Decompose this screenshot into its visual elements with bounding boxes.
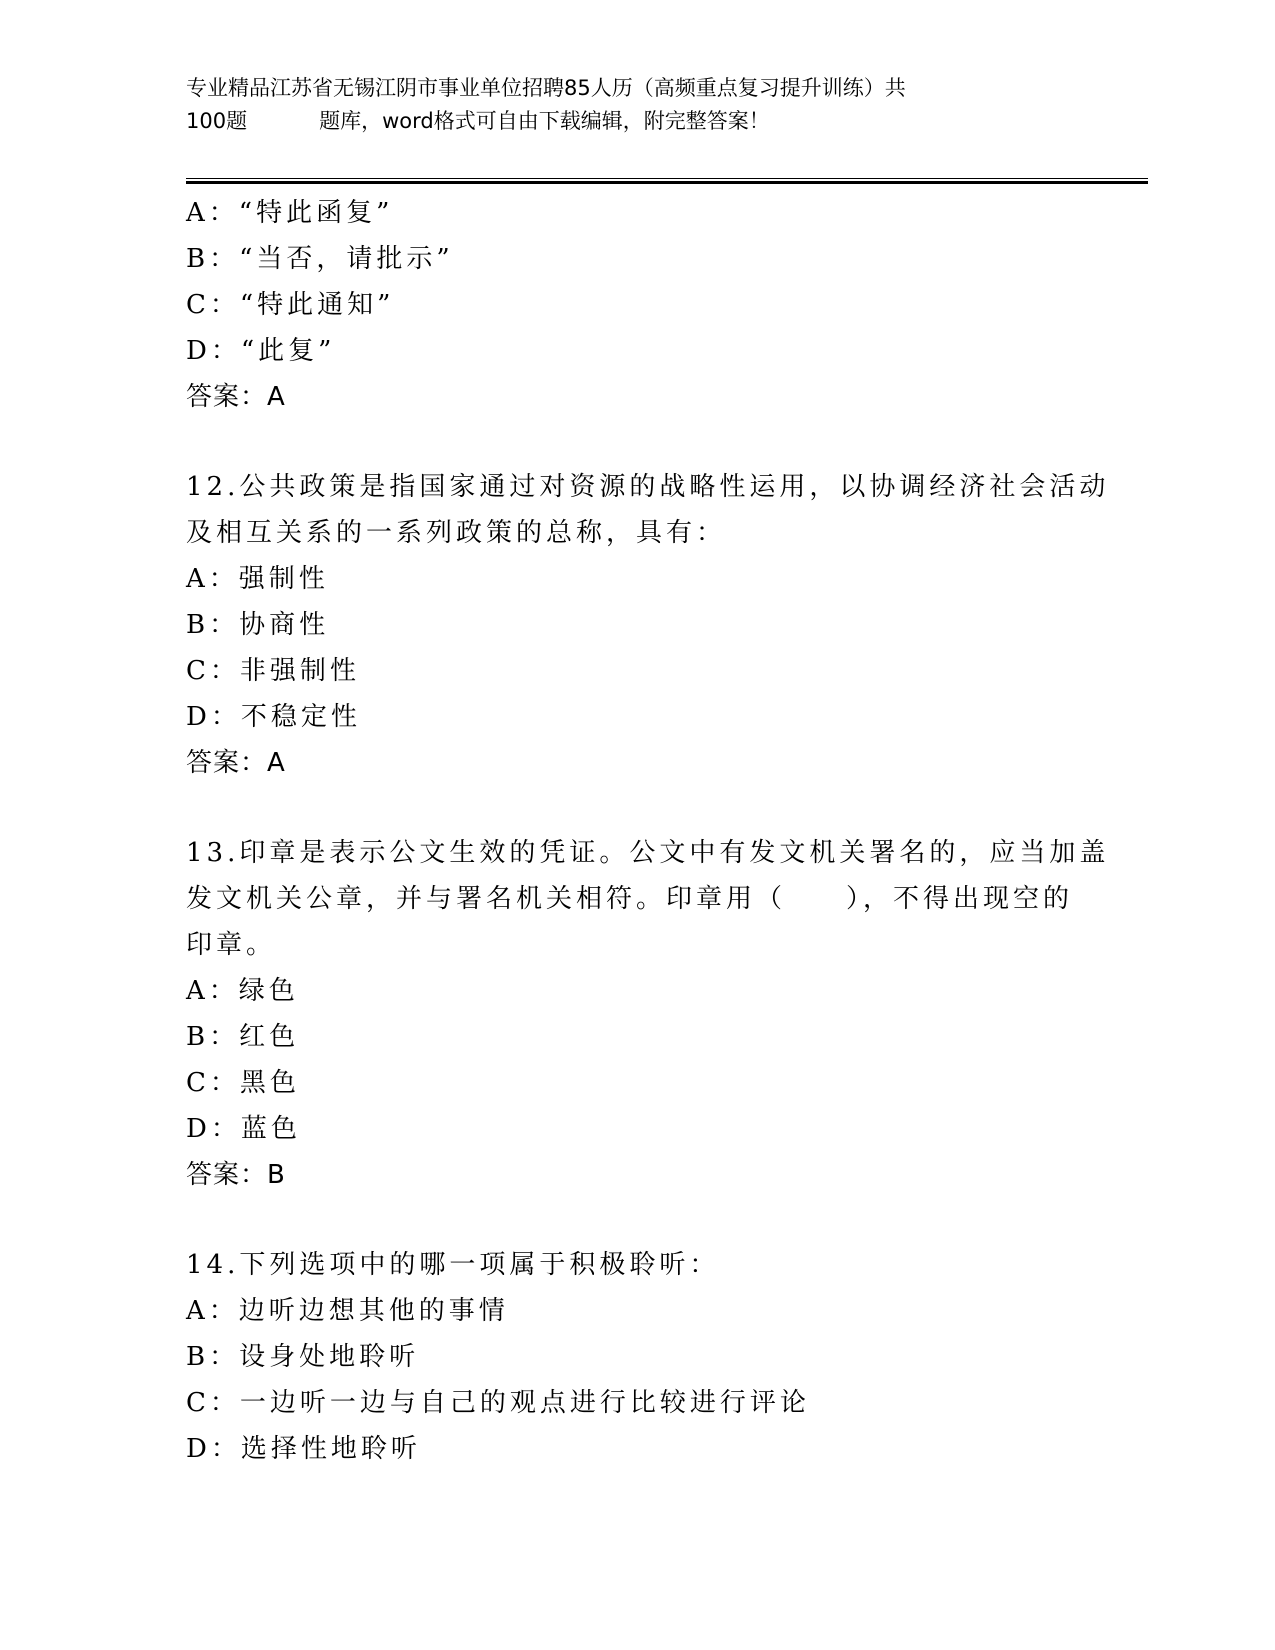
answer-line: 答案：A	[186, 382, 286, 412]
option-c: C：“特此通知”	[186, 290, 395, 320]
header-title-suffix: 题库，word格式可自由下载编辑，附完整答案！	[319, 109, 770, 133]
block-spacer	[186, 1198, 1086, 1242]
option-c: C：非强制性	[186, 656, 360, 686]
option-d: D：不稳定性	[186, 702, 361, 732]
question-stem: 发文机关公章，并与署名机关相符。印章用（ ），不得出现空的	[186, 884, 1074, 914]
option-b: B：“当否，请批示”	[186, 244, 454, 274]
answer-line: 答案：A	[186, 748, 286, 778]
option-a: A：边听边想其他的事情	[186, 1296, 509, 1326]
question-stem: 13.印章是表示公文生效的凭证。公文中有发文机关署名的，应当加盖	[186, 838, 1110, 868]
option-a: A：绿色	[186, 976, 299, 1006]
header-title-line2	[186, 105, 1066, 138]
option-d: D：选择性地聆听	[186, 1434, 421, 1464]
option-b: B：红色	[186, 1022, 300, 1052]
option-b: B：设身处地聆听	[186, 1342, 420, 1372]
header-divider-thick	[186, 181, 1148, 184]
header-divider-thin	[186, 178, 1148, 179]
header-title-count: 100题	[186, 109, 248, 133]
option-a: A：强制性	[186, 564, 329, 594]
question-block-12	[186, 464, 1110, 786]
question-block-11	[186, 190, 1086, 420]
option-d: D：“此复”	[186, 336, 336, 366]
option-c: C：一边听一边与自己的观点进行比较进行评论	[186, 1388, 810, 1418]
header-title-line1: 专业精品江苏省无锡江阴市事业单位招聘85人历（高频重点复习提升训练）共	[186, 76, 906, 100]
option-d: D：蓝色	[186, 1114, 301, 1144]
block-spacer	[186, 420, 1086, 464]
question-stem: 14.下列选项中的哪一项属于积极聆听：	[186, 1250, 720, 1280]
question-stem: 12.公共政策是指国家通过对资源的战略性运用，以协调经济社会活动	[186, 472, 1110, 502]
answer-line: 答案：B	[186, 1160, 286, 1190]
page-header	[186, 72, 1066, 138]
block-spacer	[186, 786, 1086, 830]
question-block-14	[186, 1242, 1086, 1472]
question-stem: 印章。	[186, 930, 277, 960]
question-block-13	[186, 830, 1110, 1198]
option-b: B：协商性	[186, 610, 330, 640]
question-stem: 及相互关系的一系列政策的总称，具有：	[186, 518, 727, 548]
option-c: C：黑色	[186, 1068, 300, 1098]
question-list	[186, 190, 1110, 1472]
option-a: A：“特此函复”	[186, 198, 394, 228]
